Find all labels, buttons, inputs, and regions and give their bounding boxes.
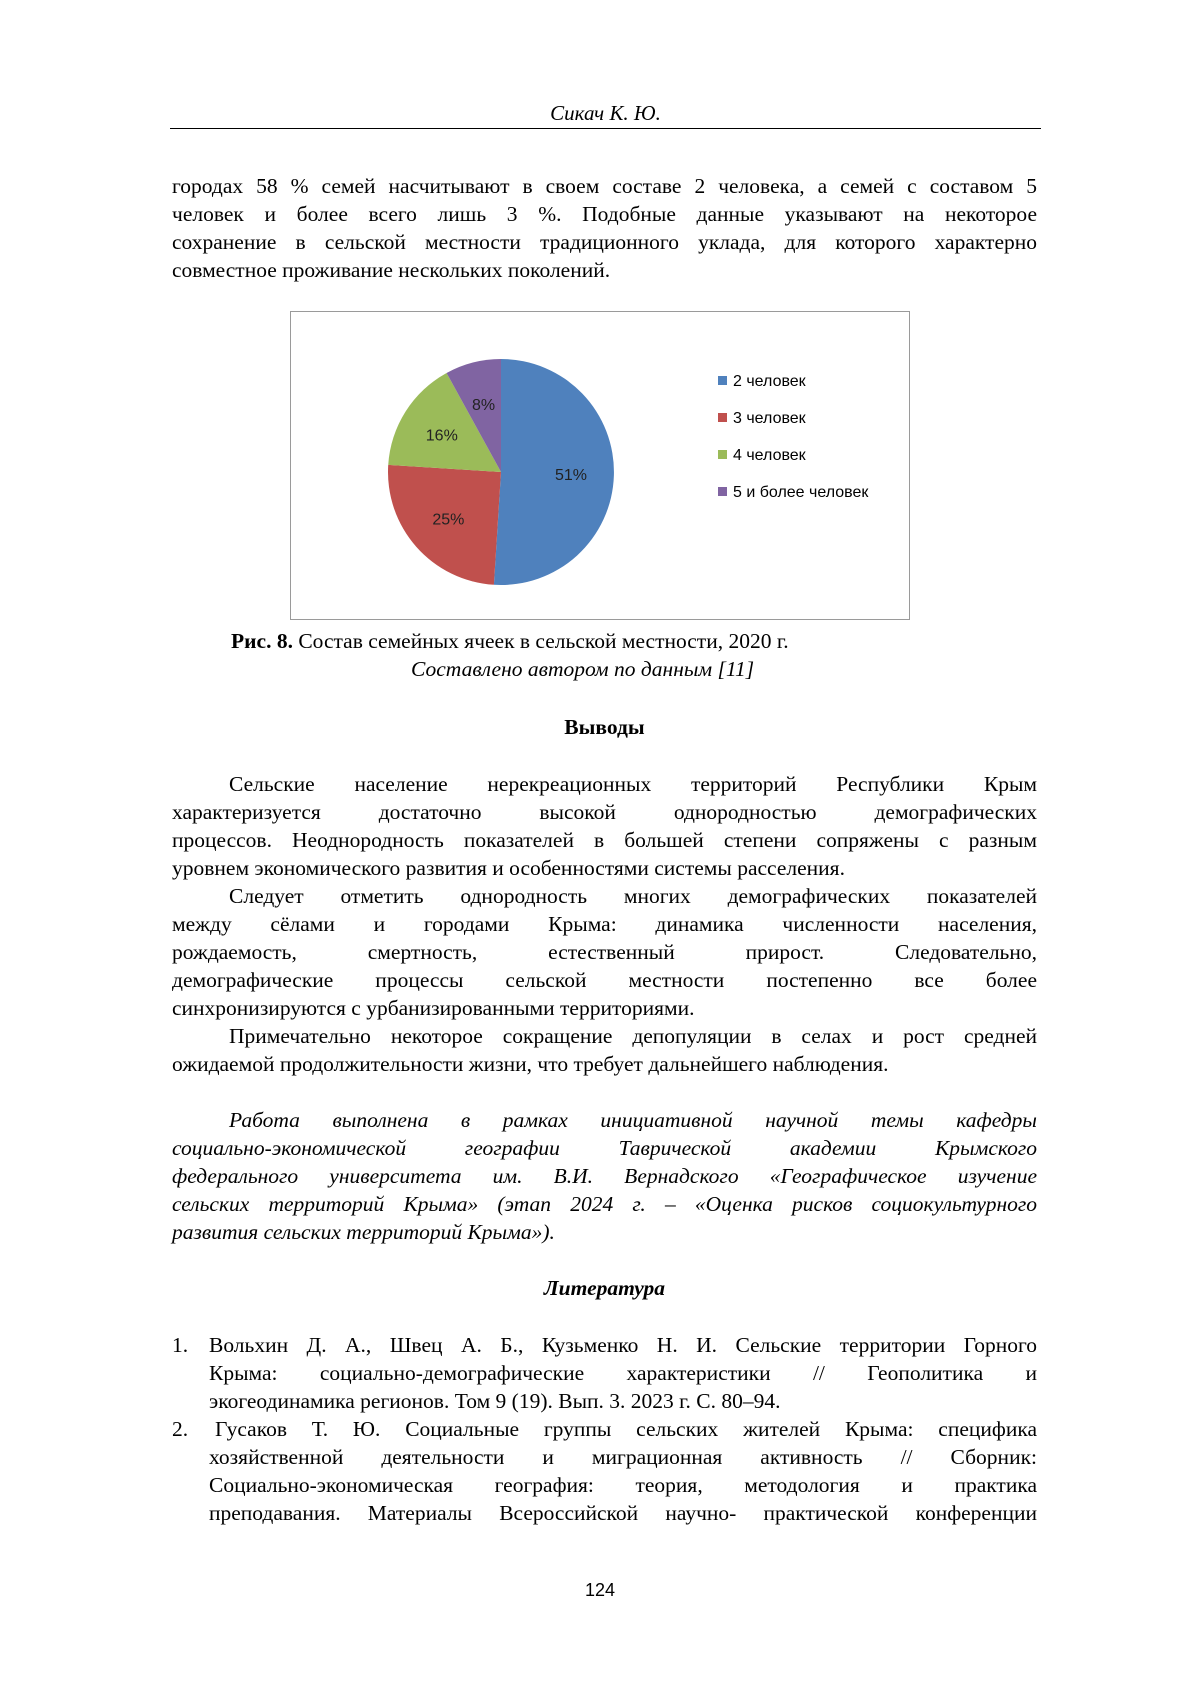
page-number: 124 (584, 1580, 616, 1600)
text-line: Работа выполнена в рамках инициативной научной темы кафедры (229, 1108, 1037, 1132)
conclusions-paragraph-1 (172, 770, 1037, 882)
text-line: экогеодинамика регионов. Том 9 (19). Вып. 3. 2023 г. С. 80–94. (209, 1389, 781, 1413)
figure-caption-label: Рис. 8. (231, 629, 293, 653)
pie-slice-label: 8% (472, 397, 496, 415)
pie-slice-label: 25% (432, 511, 465, 529)
pie-slice-label: 51% (554, 467, 588, 485)
text-line: уровнем экономического развития и особенностями системы расселения. (172, 856, 845, 880)
figure-caption (172, 627, 1096, 655)
text-line: сельских территорий Крыма» (этап 2024 г. – «Оценка рисков социокультурного (172, 1192, 1037, 1216)
text-line: Следует отметить однородность многих демографических показателей (229, 884, 1037, 908)
pie-chart-figure (290, 311, 910, 620)
legend-label: 4 человек (733, 447, 806, 464)
intro-paragraph (172, 172, 1037, 284)
acknowledgement-paragraph (172, 1106, 1037, 1246)
text-line: городах 58 % семей насчитывают в своем составе 2 человека, а семей с составом 5 (172, 174, 1037, 198)
text-line: демографические процессы сельской местности постепенно все более (172, 968, 1037, 992)
text-line: Вольхин Д. А., Швец А. Б., Кузьменко Н. И. Сельские территории Горного (209, 1333, 1037, 1357)
text-line: Гусаков Т. Ю. Социальные группы сельских жителей Крыма: специфика (215, 1417, 1037, 1441)
header-rule (170, 128, 1041, 129)
text-line: Примечательно некоторое сокращение депопуляции в селах и рост средней (229, 1024, 1037, 1048)
legend-swatch (718, 450, 727, 459)
reference-number: 1. (172, 1333, 189, 1357)
pie-slice-label: 16% (425, 427, 458, 445)
text-line: преподавания. Материалы Всероссийской научно- практической конференции (209, 1501, 1037, 1525)
text-line: человек и более всего лишь 3 %. Подобные данные указывают на некоторое (172, 202, 1037, 226)
figure-source: Составлено автором по данным [11] (411, 657, 755, 681)
section-title-conclusions: Выводы (564, 715, 645, 739)
figure-caption-text: Состав семейных ячеек в сельской местности, 2020 г. (292, 629, 789, 653)
legend-label: 3 человек (733, 410, 806, 427)
conclusions-paragraph-3 (172, 1022, 1037, 1078)
text-line: Социально-экономическая география: теория, методология и практика (209, 1473, 1037, 1497)
pie-chart (291, 312, 911, 621)
text-line: федерального университета им. В.И. Вернадского «Географическое изучение (172, 1164, 1037, 1188)
legend-swatch (718, 413, 727, 422)
legend-label: 5 и более человек (733, 484, 869, 501)
reference-number: 2. (172, 1417, 189, 1441)
text-line: ожидаемой продолжительности жизни, что требует дальнейшего наблюдения. (172, 1052, 889, 1076)
text-line: социально-экономической географии Таврической академии Крымского (172, 1136, 1037, 1160)
legend-swatch (718, 376, 727, 385)
text-line: Крыма: социально-демографические характеристики // Геополитика и (209, 1361, 1037, 1385)
pie-slice-2 (494, 359, 614, 585)
text-line: сохранение в сельской местности традиционного уклада, для которого характерно (172, 230, 1037, 254)
reference-item (172, 1415, 1037, 1527)
text-line: совместное проживание нескольких поколений. (172, 258, 611, 282)
running-head: Сикач К. Ю. (550, 101, 661, 125)
reference-item (172, 1331, 1037, 1415)
legend-swatch (718, 487, 727, 496)
text-line: характеризуется достаточно высокой однородностью демографических (172, 800, 1037, 824)
text-line: синхронизируются с урбанизированными территориями. (172, 996, 695, 1020)
reference-list (172, 1331, 1037, 1527)
text-line: развития сельских территорий Крыма»). (172, 1220, 555, 1244)
text-line: Сельские население нерекреационных территорий Республики Крым (229, 772, 1037, 796)
section-title-references: Литература (543, 1276, 666, 1300)
legend-label: 2 человек (733, 373, 806, 390)
text-line: хозяйственной деятельности и миграционная активность // Сборник: (209, 1445, 1037, 1469)
text-line: процессов. Неоднородность показателей в большей степени сопряжены с разным (172, 828, 1037, 852)
text-line: между сёлами и городами Крыма: динамика численности населения, (172, 912, 1037, 936)
conclusions-paragraph-2 (172, 882, 1037, 1022)
text-line: рождаемость, смертность, естественный прирост. Следовательно, (172, 940, 1037, 964)
